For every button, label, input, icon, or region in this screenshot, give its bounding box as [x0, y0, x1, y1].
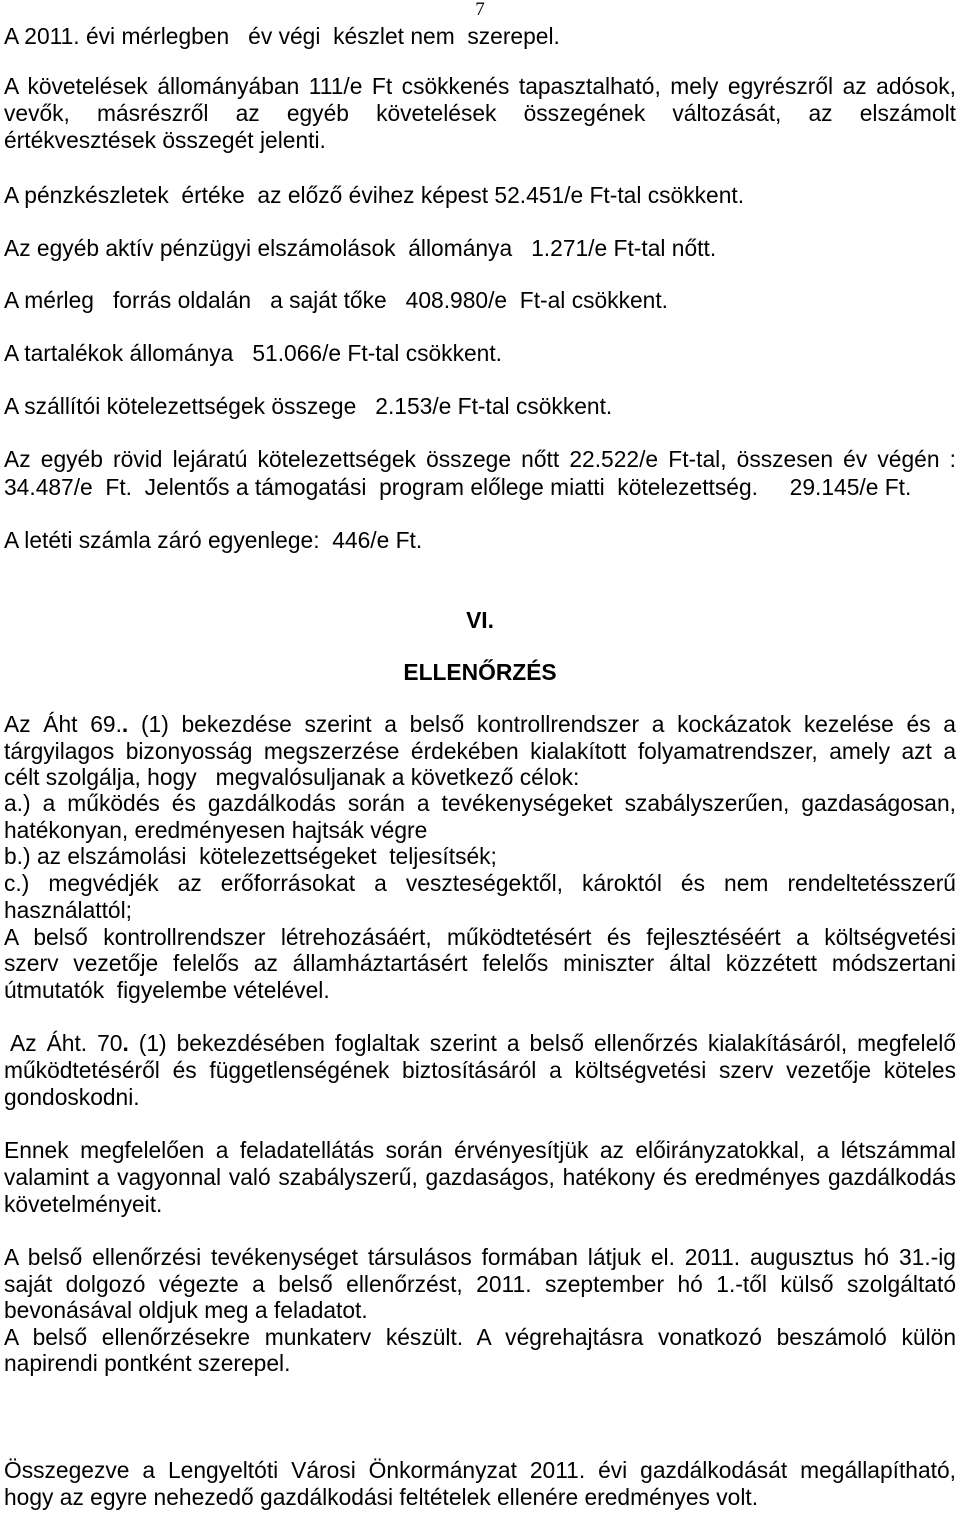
aht69-line: hatékonyan, eredményesen hajtsák végre [4, 817, 428, 843]
aht69-line: célt szolgálja, hogy megvalósuljanak a következő célok: [4, 764, 580, 790]
aht70-lead-bold: . [122, 1030, 129, 1056]
requirements-line: Ennek megfelelően a feladatellátás során érvényesítjük az előirányzatokkal, a létszámmal [4, 1137, 956, 1163]
reserves-note: A tartalékok állománya 51.066/e Ft-tal csökkent. [4, 340, 502, 366]
summary-line: Összegezve a Lengyeltóti Városi Önkormányzat 2011. évi gazdálkodását megállapítható, [4, 1457, 956, 1483]
internal-audit-line: bevonásával oldjuk meg a feladatot. [4, 1297, 368, 1323]
aht69-lead-pre: Az Áht 69. [4, 711, 122, 737]
aht69-line: útmutatók figyelembe vételével. [4, 977, 330, 1003]
receivables-line: értékvesztések összegét jelenti. [4, 127, 326, 153]
summary-line: hogy az egyre nehezedő gazdálkodási feltételek ellenére eredményes volt. [4, 1484, 759, 1510]
short-term-liabilities-line: 34.487/e Ft. Jelentős a támogatási program előlege miatti kötelezettség. 29.145/e Ft. [4, 474, 912, 500]
aht70-line: működtetéséről és függetlenségének biztosításáról a költségvetési szerv vezetője köteles [4, 1057, 956, 1083]
requirements-line: követelményeit. [4, 1191, 163, 1217]
requirements-line: valamint a vagyonnal való szabályszerű, gazdaságos, hatékony és eredményes gazdálkodás [4, 1164, 956, 1190]
inventory-note: A 2011. évi mérlegben év végi készlet nem szerepel. [4, 23, 560, 49]
cash-note: A pénzkészletek értéke az előző évihez képest 52.451/e Ft-tal csökkent. [4, 182, 745, 208]
aht70-lead-line [10, 1030, 956, 1056]
aht69-line: c.) megvédjék az erőforrásokat a veszteségektől, károktól és nem rendeltetésszerű [4, 870, 956, 896]
internal-audit-line: A belső ellenőrzési tevékenységet társulásos formában látjuk el. 2011. augusztus hó 31.-ig [4, 1244, 956, 1270]
aht70-line: gondoskodni. [4, 1084, 140, 1110]
section-number: VI. [466, 607, 494, 633]
internal-audit-line: napirendi pontként szerepel. [4, 1350, 291, 1376]
receivables-line: vevők, másrészről az egyéb követelések összegének változását, az elszámolt [4, 100, 956, 126]
equity-note: A mérleg forrás oldalán a saját tőke 408.980/e Ft-al csökkent. [4, 287, 668, 313]
suppliers-note: A szállítói kötelezettségek összege 2.153/e Ft-tal csökkent. [4, 393, 613, 419]
aht69-line: a.) a működés és gazdálkodás során a tevékenységeket szabályszerűen, gazdaságosan, [4, 790, 956, 816]
aht69-lead-post: (1) bekezdése szerint a belső kontrollrendszer a kockázatok kezelése és a [128, 711, 956, 737]
short-term-liabilities-line: Az egyéb rövid lejáratú kötelezettségek összege nőtt 22.522/e Ft-tal, összesen év végén : [4, 446, 956, 472]
page-number: 7 [475, 0, 485, 20]
receivables-line: A követelések állományában 111/e Ft csökkenés tapasztalható, mely egyrészről az adósok, [4, 73, 956, 99]
aht69-line: b.) az elszámolási kötelezettségeket teljesítsék; [4, 843, 497, 869]
internal-audit-line: A belső ellenőrzésekre munkaterv készült. A végrehajtásra vonatkozó beszámoló külön [4, 1324, 956, 1350]
internal-audit-line: saját dolgozó végezte a belső ellenőrzést, 2011. szeptember hó 1.-től külső szolgáltató [4, 1271, 956, 1297]
aht69-line: tárgyilagos bizonyosság megszerzése érdekében kialakított folyamatrendszer, amely azt a [4, 738, 956, 764]
aht69-line: A belső kontrollrendszer létrehozásáért, működtetésért és fejlesztéséért a költségvetési [4, 924, 956, 950]
aht70-lead-pre: Az Áht. 70 [10, 1030, 123, 1056]
other-financial-note: Az egyéb aktív pénzügyi elszámolások állománya 1.271/e Ft-tal nőtt. [4, 235, 717, 261]
aht69-line: szerv vezetője felelős az államháztartásért felelős miniszter által közzétett módszertani [4, 950, 956, 976]
section-title: ELLENŐRZÉS [403, 659, 557, 685]
aht70-lead-post: (1) bekezdésében foglaltak szerint a belső ellenőrzés kialakításáról, megfelelő [128, 1030, 957, 1056]
deposit-note: A letéti számla záró egyenlege: 446/e Ft. [4, 527, 423, 553]
aht69-lead-bold: . [121, 711, 129, 737]
aht69-lead-line [4, 711, 956, 737]
aht69-line: használattól; [4, 897, 132, 923]
